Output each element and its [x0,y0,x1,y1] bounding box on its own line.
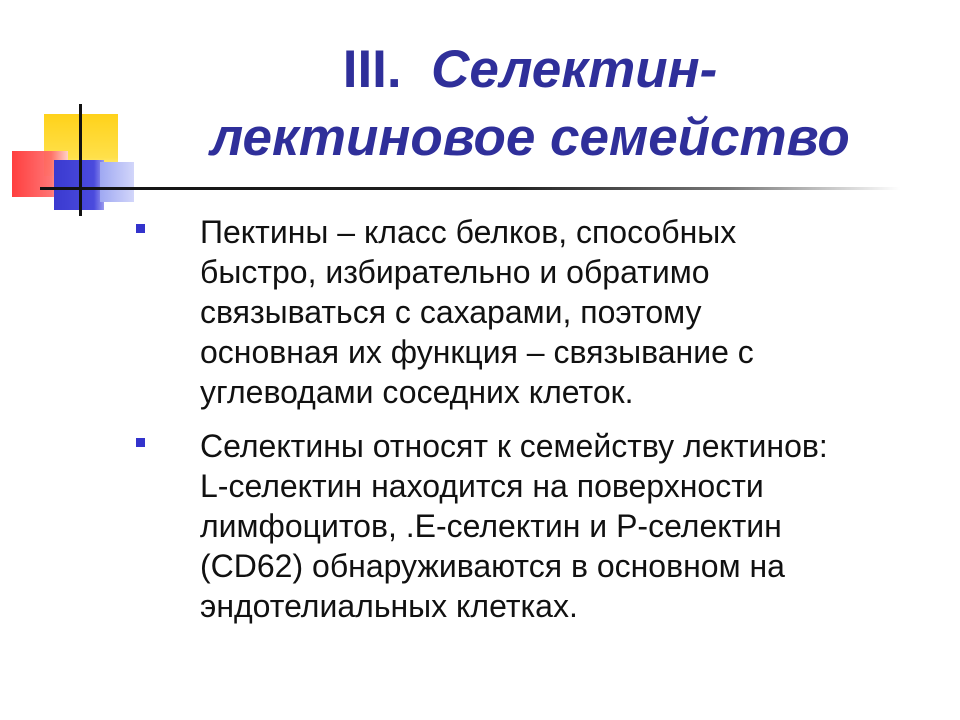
bullet-square-icon [136,224,145,233]
bullet-1-line: Пектины – класс белков, способных [200,214,737,250]
bullet-1-line: углеводами соседних клеток. [200,374,634,410]
bullet-square-icon [136,438,145,447]
bullet-2-line: лимфоцитов, .Е-селектин и Р-селектин [200,508,782,544]
bullet-2-line: (CD62) обнаруживаются в основном на [200,548,785,584]
title-line-1 [140,36,920,104]
bullet-text-1 [200,212,930,412]
slide-title [140,36,920,172]
bullet-2-line: эндотелиальных клетках. [200,588,578,624]
title-underline [40,187,900,190]
slide-body [130,212,930,640]
bullet-1-line: основная их функция – связывание с [200,334,754,370]
bullet-item-2 [130,426,930,626]
bullet-2-line: L-селектин находится на поверхности [200,468,764,504]
title-text-line-1: Селектин- [431,40,718,99]
bullet-1-line: связываться с сахарами, поэтому [200,294,702,330]
bullet-item-1 [130,212,930,412]
title-number: III. [342,40,402,99]
bullet-text-2 [200,426,930,626]
decor-vertical-line [79,104,82,216]
bullet-1-line: быстро, избирательно и обратимо [200,254,710,290]
decor-light-blue-square [100,162,134,202]
title-text-line-2: лектиновое семейство [210,108,850,167]
bullet-2-line: Селектины относят к семейству лектинов: [200,428,828,464]
